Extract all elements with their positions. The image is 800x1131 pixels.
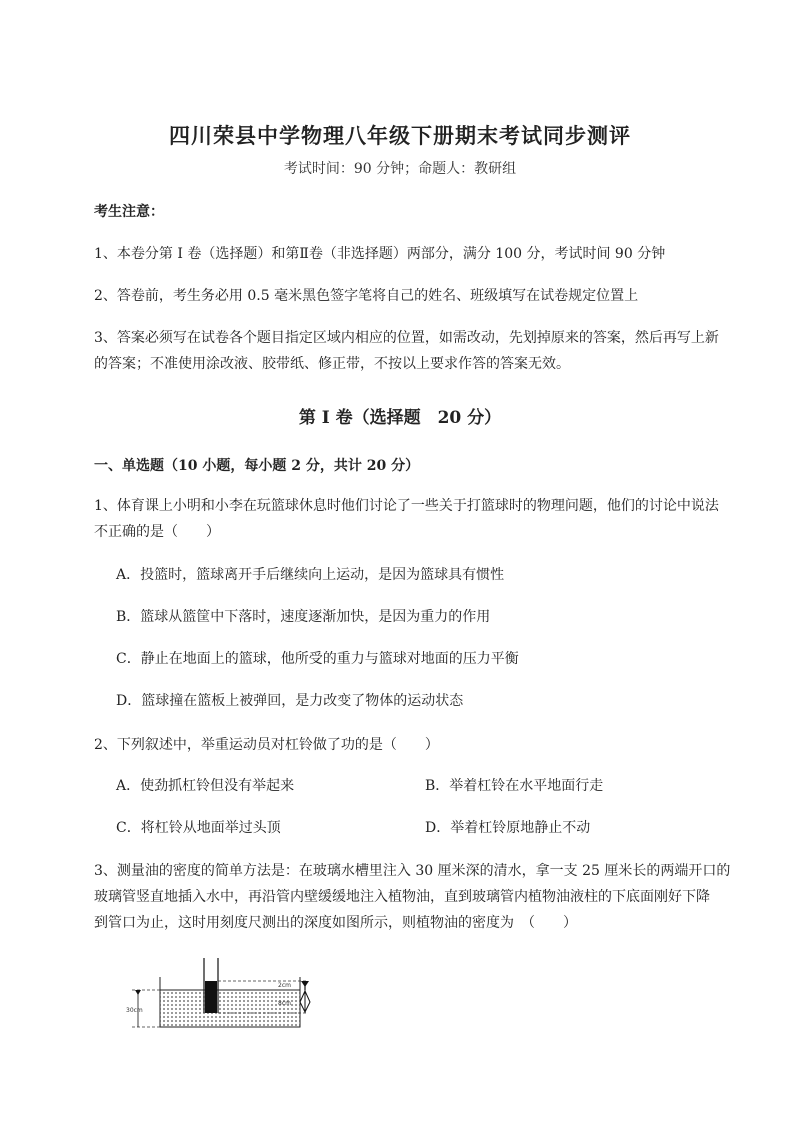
- part-heading: 一、单选题（10 小题，每小题 2 分，共计 20 分）: [94, 458, 420, 474]
- question-2-text: 2、下列叙述中，举重运动员对杠铃做了功的是（ ）: [94, 737, 439, 753]
- notice-item: 3、答案必须写在试卷各个题目指定区域内相应的位置，如需改动，先划掉原来的答案，然后再写上新: [94, 330, 719, 346]
- question-2-option-c[interactable]: C．将杠铃从地面举过头顶: [116, 820, 281, 836]
- question-3-text: 玻璃管竖直地插入水中，再沿管内壁缓缓地注入植物油，直到玻璃管内植物油液柱的下底面刚好下降: [94, 889, 710, 905]
- oil-column: [205, 981, 217, 1013]
- question-1-text: 不正确的是（ ）: [94, 524, 220, 540]
- glass-tank-diagram: [118, 955, 338, 1035]
- question-1-option-b[interactable]: B．篮球从篮筐中下落时，速度逐渐加快，是因为重力的作用: [116, 609, 491, 625]
- question-3-text: 3、测量油的密度的简单方法是：在玻璃水槽里注入 30 厘米深的清水，拿一支 25 厘米长的两端开口的: [94, 863, 731, 879]
- exam-info: 考试时间：90 分钟；命题人：教研组: [283, 161, 517, 177]
- notice-item-continuation: 的答案；不准使用涂改液、胶带纸、修正带，不按以上要求作答的答案无效。: [94, 356, 570, 372]
- question-2-option-d[interactable]: D．举着杠铃原地静止不动: [425, 820, 591, 836]
- notice-item: 1、本卷分第 I 卷（选择题）和第Ⅱ卷（非选择题）两部分，满分 100 分，考试时间 90 分钟: [94, 246, 666, 262]
- question-1-option-d[interactable]: D．篮球撞在篮板上被弹回，是力改变了物体的运动状态: [116, 693, 464, 709]
- question-1-text: 1、体育课上小明和小李在玩篮球休息时他们讨论了一些关于打篮球时的物理问题，他们的讨论中说法: [94, 498, 719, 514]
- depth-label-30cm: 30cm: [126, 1007, 143, 1014]
- notice-heading: 考生注意：: [94, 204, 164, 220]
- notice-item: 2、答卷前，考生务必用 0.5 毫米黑色签字笔将自己的姓名、班级填写在试卷规定位置上: [94, 288, 639, 304]
- question-2-option-a[interactable]: A．使劲抓杠铃但没有举起来: [116, 778, 295, 794]
- question-3-text: 到管口为止，这时用刻度尺测出的深度如图所示，则植物油的密度为 （ ）: [94, 915, 577, 931]
- depth-label-2cm: 2cm: [278, 982, 291, 989]
- section-title: 第 I 卷（选择题 20 分）: [298, 408, 502, 428]
- depth-label-8cm: 8cm: [278, 1000, 291, 1007]
- question-1-option-a[interactable]: A．投篮时，篮球离开手后继续向上运动，是因为篮球具有惯性: [116, 567, 505, 583]
- page-title: 四川荣县中学物理八年级下册期末考试同步测评: [169, 123, 631, 148]
- oil-density-figure: [118, 955, 338, 1039]
- water-tank: [160, 990, 300, 1027]
- question-2-option-b[interactable]: B．举着杠铃在水平地面行走: [425, 778, 604, 794]
- question-1-option-c[interactable]: C．静止在地面上的篮球，他所受的重力与篮球对地面的压力平衡: [116, 651, 519, 667]
